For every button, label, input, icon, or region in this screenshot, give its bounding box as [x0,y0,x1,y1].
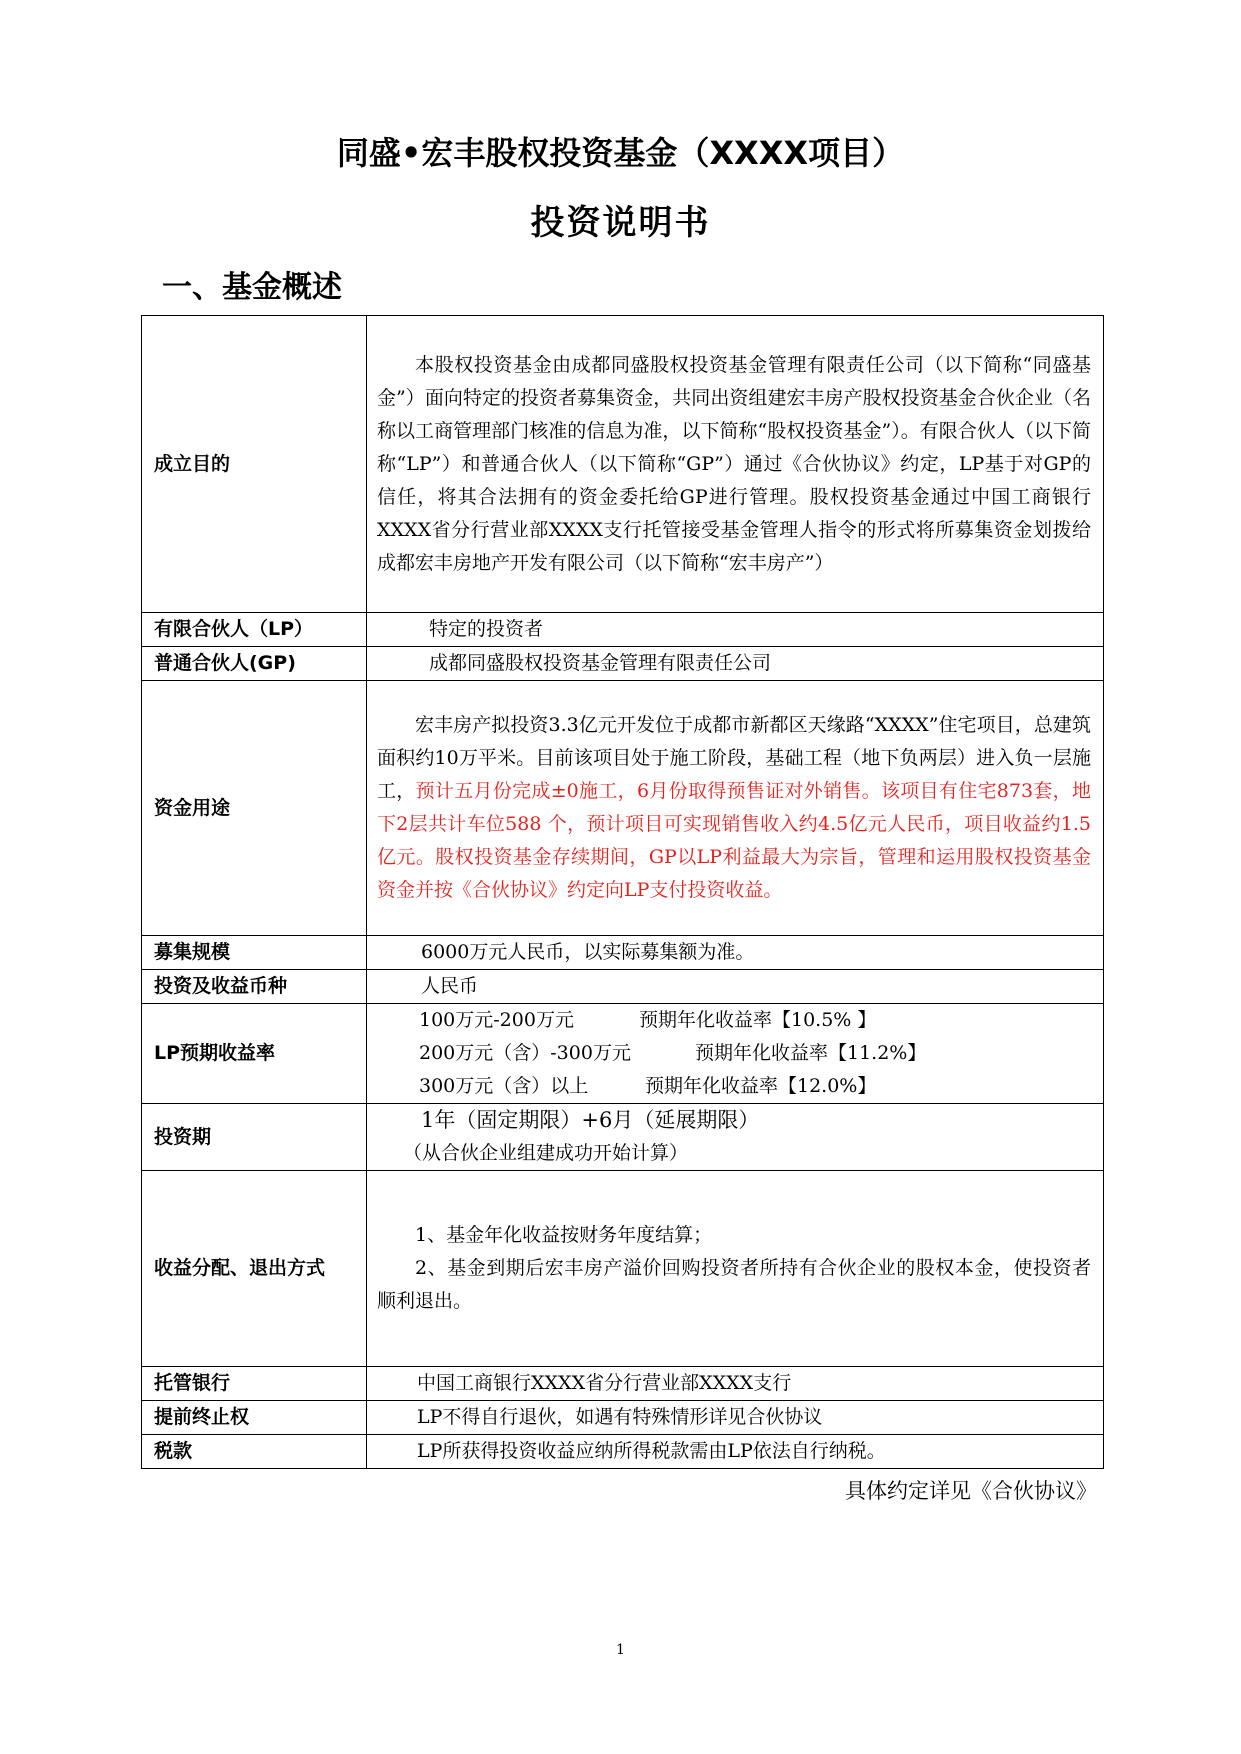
footnote: 具体约定详见《合伙协议》 [845,1479,1097,1503]
table-row-termination [142,1401,1104,1435]
custodian-value: 中国工商银行XXXX省分行营业部XXXX支行 [417,1372,792,1394]
return-tier: 200万元（含）-300万元 预期年化收益率【11.2%】 [419,1042,927,1064]
table-row-tax [142,1435,1104,1469]
document-subtitle: 投资说明书 [530,203,711,243]
section-heading: 一、基金概述 [162,270,342,305]
table-row-gp [142,647,1104,681]
row-label: 成立目的 [142,316,367,613]
return-tier: 300万元（含）以上 预期年化收益率【12.0%】 [419,1075,877,1097]
use-of-funds-text: 宏丰房产拟投资3.3亿元开发位于成都市新都区天缘路“XXXX”住宅项目，总建筑面积约10万平米。目前该项目处于施工阶段，基础工程（地下负两层）进入负一层施工， [377,714,1091,802]
row-label: 托管银行 [142,1367,367,1401]
table-row-lp [142,613,1104,647]
table-row-size [142,936,1104,970]
row-label: 资金用途 [142,681,367,936]
currency-value: 人民币 [421,975,479,997]
gp-value: 成都同盛股权投资基金管理有限责任公司 [429,652,772,674]
table-row-purpose [142,316,1104,613]
use-of-funds-highlight: 预计五月份完成±0施工，6月份取得预售证对外销售。该项目有住宅873套，地下2层共计车位588 个，预计项目可实现销售收入约4.5亿元人民币，项目收益约1.5亿元。股权投资基金存续期间，GP以LP利益最大为宗旨，管理和运用股权投资基金资金并按《合伙协议》约定向LP支付投资收益。 [377,780,1091,901]
term-line-1: 1年（固定期限）+6月（延展期限） [421,1108,760,1132]
table-row-expected-return [142,1004,1104,1104]
return-tier: 100万元-200万元 预期年化收益率【10.5% 】 [419,1009,877,1031]
document-title: 同盛•宏丰股权投资基金（XXXX项目） [336,134,905,172]
purpose-paragraph: 本股权投资基金由成都同盛股权投资基金管理有限责任公司（以下简称“同盛基金”）面向特定的投资者募集资金，共同出资组建宏丰房产股权投资基金合伙企业（名称以工商管理部门核准的信息为准，以下简称“股权投资基金”）。有限合伙人（以下简称“LP”）和普通合伙人（以下简称“GP”）通过《合伙协议》约定，LP基于对GP的信任，将其合法拥有的资金委托给GP进行管理。股权投资基金通过中国工商银行XXXX省分行营业部XXXX支行托管接受基金管理人指令的形式将所募集资金划拨给成都宏丰房地产开发有限公司（以下简称“宏丰房产”） [377,353,1091,574]
size-value: 6000万元人民币，以实际募集额为准。 [421,941,755,963]
fund-overview-table [141,315,1104,1469]
distribution-item-1: 1、基金年化收益按财务年度结算； [415,1224,713,1246]
row-label: 有限合伙人（LP） [142,613,367,647]
termination-value: LP不得自行退伙，如遇有特殊情形详见合伙协议 [417,1406,823,1428]
table-row-currency [142,970,1104,1004]
row-label: 税款 [142,1435,367,1469]
row-label: 投资期 [142,1104,367,1171]
term-line-2: （从合伙企业组建成功开始计算） [403,1142,689,1164]
row-label: LP预期收益率 [142,1004,367,1104]
lp-value: 特定的投资者 [429,618,544,640]
distribution-item-2: 2、基金到期后宏丰房产溢价回购投资者所持有合伙企业的股权本金，使投资者顺利退出。 [377,1257,1091,1312]
table-row-distribution [142,1171,1104,1367]
purpose-text [367,316,1104,613]
row-label: 提前终止权 [142,1401,367,1435]
tax-value: LP所获得投资收益应纳所得税款需由LP依法自行纳税。 [417,1440,886,1462]
row-label: 募集规模 [142,936,367,970]
row-label: 收益分配、退出方式 [142,1171,367,1367]
table-row-term [142,1104,1104,1171]
use-of-funds-paragraph [377,709,1091,907]
table-row-use-of-funds [142,681,1104,936]
row-label: 普通合伙人(GP) [142,647,367,681]
row-label: 投资及收益币种 [142,970,367,1004]
page-number: 1 [616,1642,625,1658]
table-row-custodian [142,1367,1104,1401]
